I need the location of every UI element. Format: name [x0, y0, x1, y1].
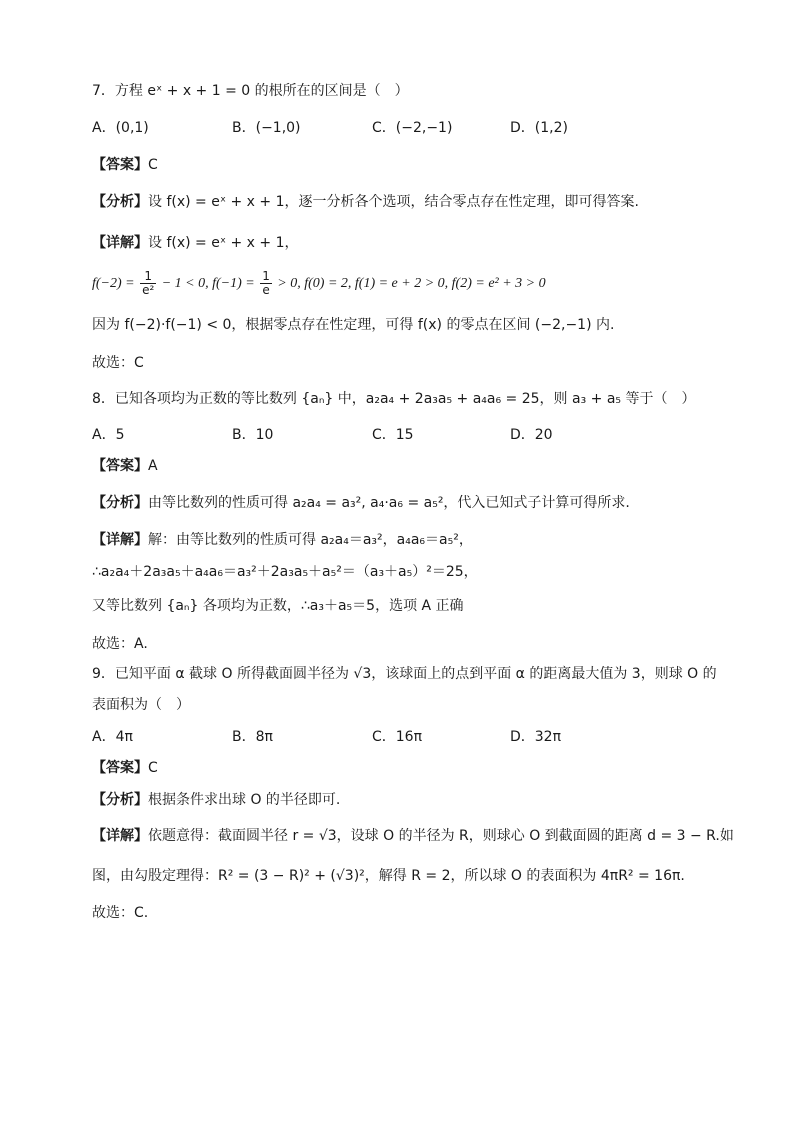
q7-option-d: D．(1,2): [510, 120, 568, 136]
detail-eq-b: − 1 < 0, f(−1) =: [161, 276, 255, 291]
q9-stem-1: 9．已知平面 α 截球 O 所得截面圆半径为 √3，该球面上的点到平面 α 的距离最大值为 3，则球 O 的: [92, 666, 717, 682]
detail-text: 设 f(x) = eˣ + x + 1，: [148, 235, 299, 251]
q9-stem-2: 表面积为（ ）: [92, 697, 190, 713]
detail-text: 依题意得：截面圆半径 r = √3，设球 O 的半径为 R，则球心 O 到截面圆的距离 d = 3 − R.如: [148, 828, 734, 844]
q8-answer: [92, 456, 158, 476]
q9-answer: [92, 758, 158, 778]
detail-text: 解：由等比数列的性质可得 a₂a₄＝a₃²，a₄a₆＝a₅²，: [148, 532, 473, 548]
q8-option-b: B．10: [232, 427, 274, 443]
answer-value: C: [148, 157, 158, 173]
q7-stem: 7．方程 eˣ + x + 1 = 0 的根所在的区间是（ ）: [92, 83, 409, 99]
analysis-label: 【分析】: [92, 194, 148, 210]
detail-label: 【详解】: [92, 532, 148, 548]
q8-option-a: A．5: [92, 427, 125, 443]
q8-detail-2: ∴a₂a₄＋2a₃a₅＋a₄a₆＝a₃²＋2a₃a₅＋a₅²＝（a₃＋a₅）²＝25，: [92, 564, 478, 580]
q9-analysis: [92, 790, 340, 810]
q7-option-b: B．(−1,0): [232, 120, 301, 136]
q7-detail-2: [92, 268, 546, 299]
detail-label: 【详解】: [92, 235, 148, 251]
fraction-numerator: 1: [140, 270, 156, 284]
q8-option-d: D．20: [510, 427, 553, 443]
q7-option-a: A．(0,1): [92, 120, 149, 136]
fraction-denominator: e: [262, 282, 270, 297]
detail-label: 【详解】: [92, 828, 148, 844]
q8-option-c: C．15: [372, 427, 414, 443]
analysis-text: 设 f(x) = eˣ + x + 1，逐一分析各个选项，结合零点存在性定理，即可得答案.: [148, 194, 639, 210]
q9-detail-1: [92, 826, 734, 846]
fraction-numerator: 1: [262, 268, 270, 283]
analysis-label: 【分析】: [92, 495, 148, 511]
q9-conclusion: 故选：C.: [92, 905, 149, 921]
answer-label: 【答案】: [92, 157, 148, 173]
q9-option-a: A．4π: [92, 729, 133, 745]
answer-label: 【答案】: [92, 760, 148, 776]
q7-detail-1: [92, 233, 299, 253]
q8-analysis: [92, 493, 630, 513]
q7-detail-3: 因为 f(−2)·f(−1) < 0，根据零点存在性定理，可得 f(x) 的零点在区间 (−2,−1) 内.: [92, 317, 615, 333]
q8-stem: 8．已知各项均为正数的等比数列 {aₙ} 中，a₂a₄ + 2a₃a₅ + a₄a₆ = 25，则 a₃ + a₅ 等于（ ）: [92, 391, 696, 407]
answer-label: 【答案】: [92, 458, 148, 474]
q7-answer: [92, 155, 158, 175]
answer-value: A: [148, 458, 158, 474]
q8-detail-3: 又等比数列 {aₙ} 各项均为正数，∴a₃＋a₅＝5，选项 A 正确: [92, 598, 464, 614]
q9-option-c: C．16π: [372, 729, 423, 745]
answer-value: C: [148, 760, 158, 776]
detail-eq-a: f(−2) =: [92, 276, 135, 291]
q7-option-c: C．(−2,−1): [372, 120, 453, 136]
fraction: [260, 270, 272, 297]
fraction-denominator: e²: [142, 282, 155, 297]
q9-detail-2: 图，由勾股定理得：R² = (3 − R)² + (√3)²，解得 R = 2，所以球 O 的表面积为 4πR² = 16π.: [92, 868, 685, 884]
analysis-label: 【分析】: [92, 792, 148, 808]
q8-conclusion: 故选：A.: [92, 636, 148, 652]
fraction: [140, 270, 156, 297]
analysis-text: 根据条件求出球 O 的半径即可.: [148, 792, 341, 808]
q8-detail-1: [92, 530, 473, 550]
detail-eq-c: > 0, f(0) = 2, f(1) = e + 2 > 0, f(2) = e² + 3 > 0: [277, 276, 546, 291]
analysis-text: 由等比数列的性质可得 a₂a₄ = a₃², a₄·a₆ = a₅²，代入已知式子计算可得所求.: [148, 495, 630, 511]
q7-conclusion: 故选：C: [92, 355, 144, 371]
q9-option-b: B．8π: [232, 729, 273, 745]
q9-option-d: D．32π: [510, 729, 562, 745]
q7-analysis: [92, 192, 639, 212]
